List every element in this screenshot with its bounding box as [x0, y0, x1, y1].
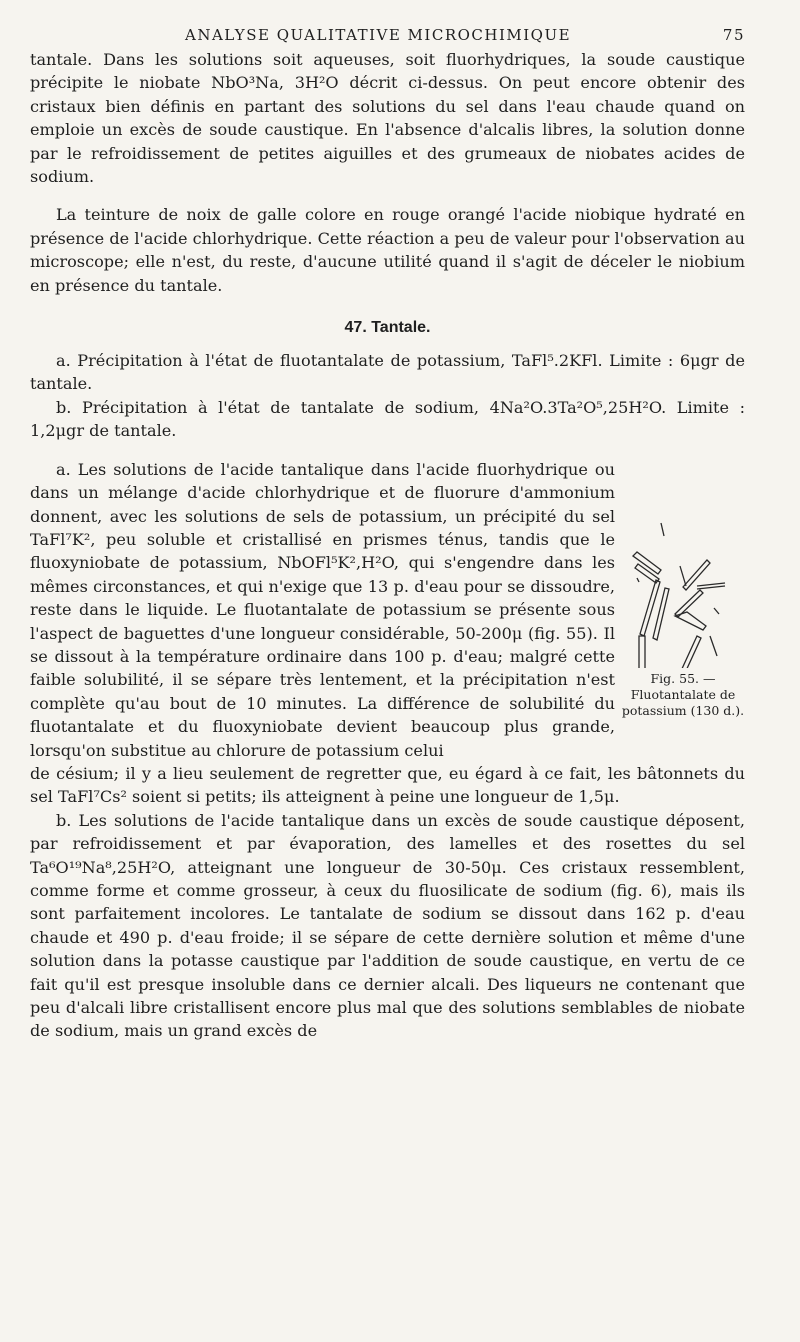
running-title: ANALYSE QUALITATIVE MICROCHIMIQUE: [185, 26, 572, 44]
method-b: b. Précipitation à l'état de tantalate de sodium, 4Na²O.3Ta²O⁵,25H²O. Limite : 1,2μgr de tantale.: [30, 397, 745, 441]
section-title: 47. Tantale.: [344, 319, 431, 337]
page-number: 75: [722, 26, 745, 44]
paragraph-gall-nut-tincture: La teinture de noix de galle colore en rouge orangé l'acide niobique hydraté en présence de l'acide chlorhydrique. Cette réaction a peu de valeur pour l'observation au microscope; elle n'est, du reste, d'aucune utilité quand il s'agit de déceler le niobium en présence du tantale.: [30, 205, 745, 295]
crystal-rods-illustration: [615, 458, 745, 668]
figure-55: [615, 458, 745, 762]
running-header: [30, 26, 745, 48]
page: [30, 26, 745, 1043]
paragraph-niobate-continuation: tantale. Dans les solutions soit aqueuses, soit fluorhydriques, la soude caustique précipite le niobate NbO³Na, 3H²O décrit ci-dessus. On peut encore obtenir des cristaux bien définis en partant des solutions du sel dans l'eau chaude quand on emploie un excès de soude caustique. En l'absence d'alcalis libres, la solution donne par le refroidissement de petites aiguilles et des grumeaux de niobates acides de sodium.: [30, 50, 745, 187]
paragraph-b: b. Les solutions de l'acide tantalique dans un excès de soude caustique déposent, par refroidissement et par évaporation, des lamelles et des rosettes du sel Ta⁶O¹⁹Na⁸,25H²O, atteignant une longueur de 30-50μ. Ces cristaux ressemblent, comme forme et comme grosseur, à ceux du fluosilicate de sodium (fig. 6), mais ils sont parfaitement incolores. Le tantalate de sodium se dissout dans 162 p. d'eau chaude et 490 p. d'eau froide; il se sépare de cette dernière solution et même d'une solution dans la potasse caustique par l'addition de soude caustique, en vertu de ce fait qu'il est presque insoluble dans ce dernier alcali. Des liqueurs ne contenant que peu d'alcali libre cristallisent encore plus mal que des solutions semblables de niobate de sodium, mais un grand excès de: [30, 810, 745, 1041]
figure-wrap: [30, 458, 745, 762]
method-a: a. Précipitation à l'état de fluotantalate de potassium, TaFl⁵.2KFl. Limite : 6μgr de tantale.: [30, 351, 745, 394]
figure-caption: Fig. 55. — Fluotantalate de potassium (130 d.).: [621, 670, 745, 718]
paragraph-a-continuation: de césium; il y a lieu seulement de regretter que, eu égard à ce fait, les bâtonnets du sel TaFl⁷Cs² soient si petits; ils atteignent à peine une longueur de 1,5μ.: [30, 763, 745, 807]
paragraph-a-wrapped: a. Les solutions de l'acide tantalique dans l'acide fluorhydrique ou dans un mélange d'acide chlorhydrique et de fluorure d'ammonium donnent, avec les solutions de sels de potassium, un précipité du sel TaFl⁷K², peu soluble et cristallisé en prismes ténus, tandis que le fluoxyniobate de potassium, NbOFl⁵K²,H²O, qui s'engendre dans les mêmes circonstances, et qui n'exige que 13 p. d'eau pour se dissoudre, reste dans le liquide. Le fluotantalate de potassium se présente sous l'aspect de baguettes d'une longueur considérable, 50-200μ (fig. 55). Il se dissout à la température ordinaire dans 100 p. d'eau; malgré cette faible solubilité, il se sépare très lentement, et la précipitation n'est complète qu'au bout de 10 minutes. La différence de solubilité du fluotantalate et du fluoxyniobate devient beaucoup plus grande, lorsqu'on substitue au chlorure de potassium celui: [30, 459, 615, 760]
